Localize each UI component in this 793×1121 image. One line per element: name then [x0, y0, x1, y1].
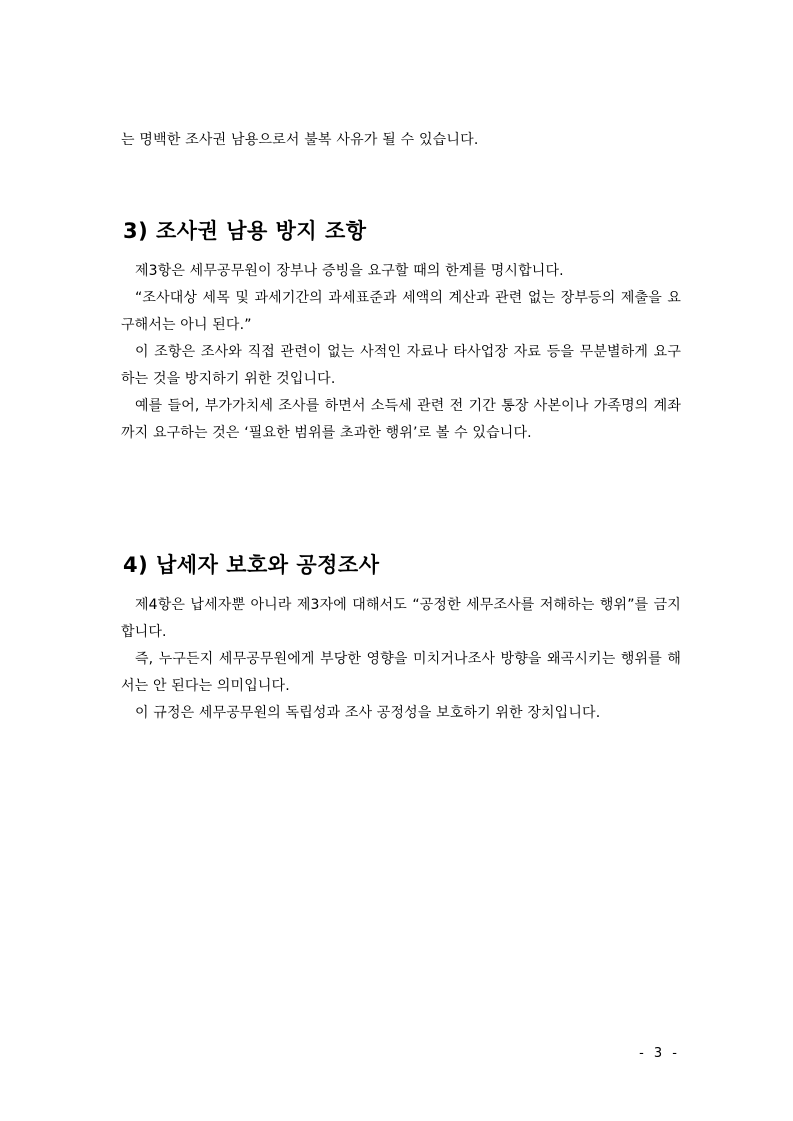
body-paragraph: 이 조항은 조사와 직접 관련이 없는 사적인 자료나 타사업장 자료 등을 무분별하게 요구하는 것을 방지하기 위한 것입니다. [121, 344, 681, 387]
body-paragraph: 예를 들어, 부가가치세 조사를 하면서 소득세 관련 전 기간 통장 사본이나 가족명의 계좌까지 요구하는 것은 ‘필요한 범위를 초과한 행위’로 볼 수 있습니다. [121, 398, 681, 441]
section-abuse-prevention [121, 216, 681, 447]
page-number: - 3 - [639, 1046, 680, 1061]
section-heading: 4) 납세자 보호와 공정조사 [123, 553, 380, 577]
body-paragraph: 제4항은 납세자뿐 아니라 제3자에 대해서도 “공정한 세무조사를 저해하는 행위”를 금지합니다. [121, 597, 681, 640]
body-paragraph: 즉, 누구든지 세무공무원에게 부당한 영향을 미치거나조사 방향을 왜곡시키는 행위를 해서는 안 된다는 의미입니다. [121, 651, 681, 694]
body-paragraph: 이 규정은 세무공무원의 독립성과 조사 공정성을 보호하기 위한 장치입니다. [135, 705, 601, 721]
body-paragraph: 제3항은 세무공무원이 장부나 증빙을 요구할 때의 한계를 명시합니다. [135, 263, 564, 279]
quoted-provision: “조사대상 세목 및 과세기간의 과세표준과 세액의 계산과 관련 없는 장부등의 제출을 요구해서는 아니 된다.” [121, 290, 681, 333]
section-heading: 3) 조사권 남용 방지 조항 [123, 219, 367, 243]
section-taxpayer-protection [121, 550, 681, 727]
continued-paragraph: 는 명백한 조사권 남용으로서 불복 사유가 될 수 있습니다. [121, 132, 479, 148]
